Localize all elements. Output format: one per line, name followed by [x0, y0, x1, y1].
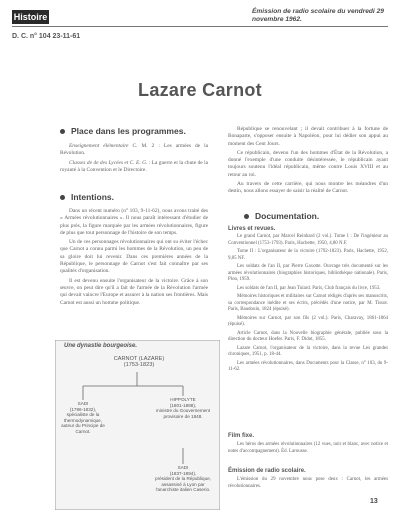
header-rule	[12, 26, 388, 27]
root-years: (1753-1823)	[123, 362, 155, 368]
page-number: 13	[370, 498, 378, 505]
paragraph: L'émission du 29 novembre nous pose deux : Carnot, les armées révolutionnaires.	[228, 477, 388, 489]
page-title: Lazare Carnot	[138, 80, 262, 100]
child-desc: spécialiste de la thermodynamique, auteur du Principe de Carnot.	[61, 412, 105, 434]
paragraph: Les héros des armées révolutionnaires (12 vues, noir et blanc, avec notice et notes d'accompagnement). Éd. Larousse.	[228, 442, 388, 454]
tree-child-sadi	[58, 401, 108, 435]
section-label: Histoire	[13, 12, 48, 22]
section-heading-documentation	[244, 211, 319, 221]
book-entry: Les soldats de l'an II, par Jean Tulard. Paris, Club français du livre, 1953.	[237, 285, 381, 291]
paragraph: Au travers de cette carrière, qui nous montre les méandres d'un destin, nous allons essayer de saisir la réalité de Carnot.	[228, 181, 388, 195]
programmes-text	[60, 143, 208, 176]
bullet-icon	[60, 195, 65, 200]
child-name: HIPPOLYTE	[170, 397, 196, 402]
intentions-text	[60, 208, 208, 309]
bullet-icon	[244, 214, 249, 219]
tree-grandchild-sadi	[152, 465, 214, 493]
book-entry: Article Carnot, dans la Nouvelle biographie générale, publiée sous la direction du docteur Hoefer. Paris, F. Didot, 1855.	[228, 330, 388, 342]
paragraph: Un de ces personnages révolutionnaires qui ont su éviter l'échec que Carnot a connu parmi les hommes de la Révolution, un peu de sa gloire doit lui revenir. Dans ces premières années de la République, le personnage de Carnot s'est fait connaître par ses qualités d'organisation.	[60, 239, 208, 275]
grandchild-name: SADI	[177, 465, 189, 470]
label: Enseignement élémentaire	[69, 143, 129, 149]
label: Classes de 4e des Lycées et C. E. G.	[69, 159, 148, 166]
heading-text: Place dans les programmes.	[71, 126, 186, 136]
radio-heading: Émission de radio scolaire.	[228, 468, 306, 474]
paragraph: Dans un récent numéro (n° 103, 9-11-62), nous avons traité des « Armées révolutionnaires ». Il nous paraît intéressant d'étudier de plus près, la figure marquée par les armées révolutionnaires, figure de plus que tout personnage de l'histoire de son temps.	[60, 208, 208, 236]
text: C. M. 2 : Les armées de la Révolution.	[60, 143, 208, 157]
grandchild-years: (1837-1894),	[169, 470, 197, 476]
emission-note: Émission de radio scolaire du vendredi 29 novembre 1962.	[252, 8, 384, 23]
diagram-title: Une dynastie bourgeoise.	[64, 343, 138, 349]
books-heading: Livres et revues.	[228, 226, 276, 232]
root-name: CARNOT (LAZARE)	[113, 356, 165, 362]
child-years: (1796-1832),	[69, 406, 97, 412]
book-entry: Le grand Carnot, par Marcel Reinhard (2 vol.). Tome I : De l'ingénieur au Conventionnel (1753-1793). Paris, Hachette, 1950, 4,80 N.F.	[228, 234, 388, 246]
text: : La guerre et la chute de la royauté à la Convention et le Directoire.	[60, 159, 208, 173]
radio-text	[228, 477, 388, 492]
child-name: SADI	[77, 401, 89, 406]
book-entry: Tome II : L'organisateur de la victoire (1792-1823). Paris, Hachette, 1952, 9,85 NF.	[228, 249, 388, 261]
section-heading-intentions	[60, 192, 114, 202]
bullet-icon	[60, 129, 65, 134]
tree-root	[110, 356, 168, 368]
book-entry: Mémoires historiques et militaires sur Carnot rédigés d'après ses manuscrits, sa correspondance inédite et ses écrits, précédés d'une notice, par M. Tissot. Paris, Baudouin, 1824 (épuisé).	[228, 294, 388, 312]
film-heading: Film fixe.	[228, 433, 255, 439]
books-list	[228, 234, 388, 376]
book-entry: Les soldats de l'an II, par Pierre Gaxotte. Ouvrage très documenté sur les armées révolutionnaires (biographies historiques, bibliothèque nationale). Paris, Plon, 1959.	[228, 264, 388, 282]
tree-child-hippolyte	[152, 397, 214, 419]
film-text	[228, 442, 388, 457]
child-years: (1801-1888),	[169, 402, 197, 408]
child-desc: ministre du Gouvernement provisoire de 1848.	[155, 408, 211, 419]
intro-text	[228, 126, 388, 198]
paragraph: Il est devenu ensuite l'organisateur de la victoire. Grâce à son œuvre, on peut dire qu'il a fait de l'armée de la Révolution l'armée qui devait vaincre l'Europe et assurer à la nation ses frontières. Mais Carnot est aussi un homme politique.	[60, 277, 208, 306]
grandchild-desc: président de la République, assassiné à Lyon par l'anarchiste italien Caserio.	[155, 476, 211, 493]
issue-label: D. C. n° 104 23-11-61	[12, 33, 81, 40]
section-heading-programmes	[60, 126, 186, 136]
heading-text: Intentions.	[71, 192, 114, 202]
book-entry: Mémoires sur Carnot, par son fils (2 vol.). Paris, Charavay, 1861-1864 (épuisé).	[228, 315, 388, 327]
paragraph: République se renouvelant ; il devait contribuer à la fortune de Bonaparte, s'opposer ensuite à Napoléon, pour lui dédier son appui au moment des Cent Jours.	[228, 126, 388, 147]
heading-text: Documentation.	[255, 211, 320, 221]
paragraph: Ce républicain, devenu l'un des hommes d'État de la Révolution, a donné l'exemple d'une conduite désintéressée, le républicain ayant toujours soutenu l'idéal républicain, même contre Louis XVIII et au retour au roi.	[228, 149, 388, 178]
book-entry: Les armées révolutionnaires, dans Documents pour la Classe, n° 103, du 9-11-62.	[228, 360, 388, 372]
book-entry: Lazare Carnot, l'organisateur de la victoire, dans la revue Les grandes chroniques, 1951, p. 18-44.	[228, 345, 388, 357]
